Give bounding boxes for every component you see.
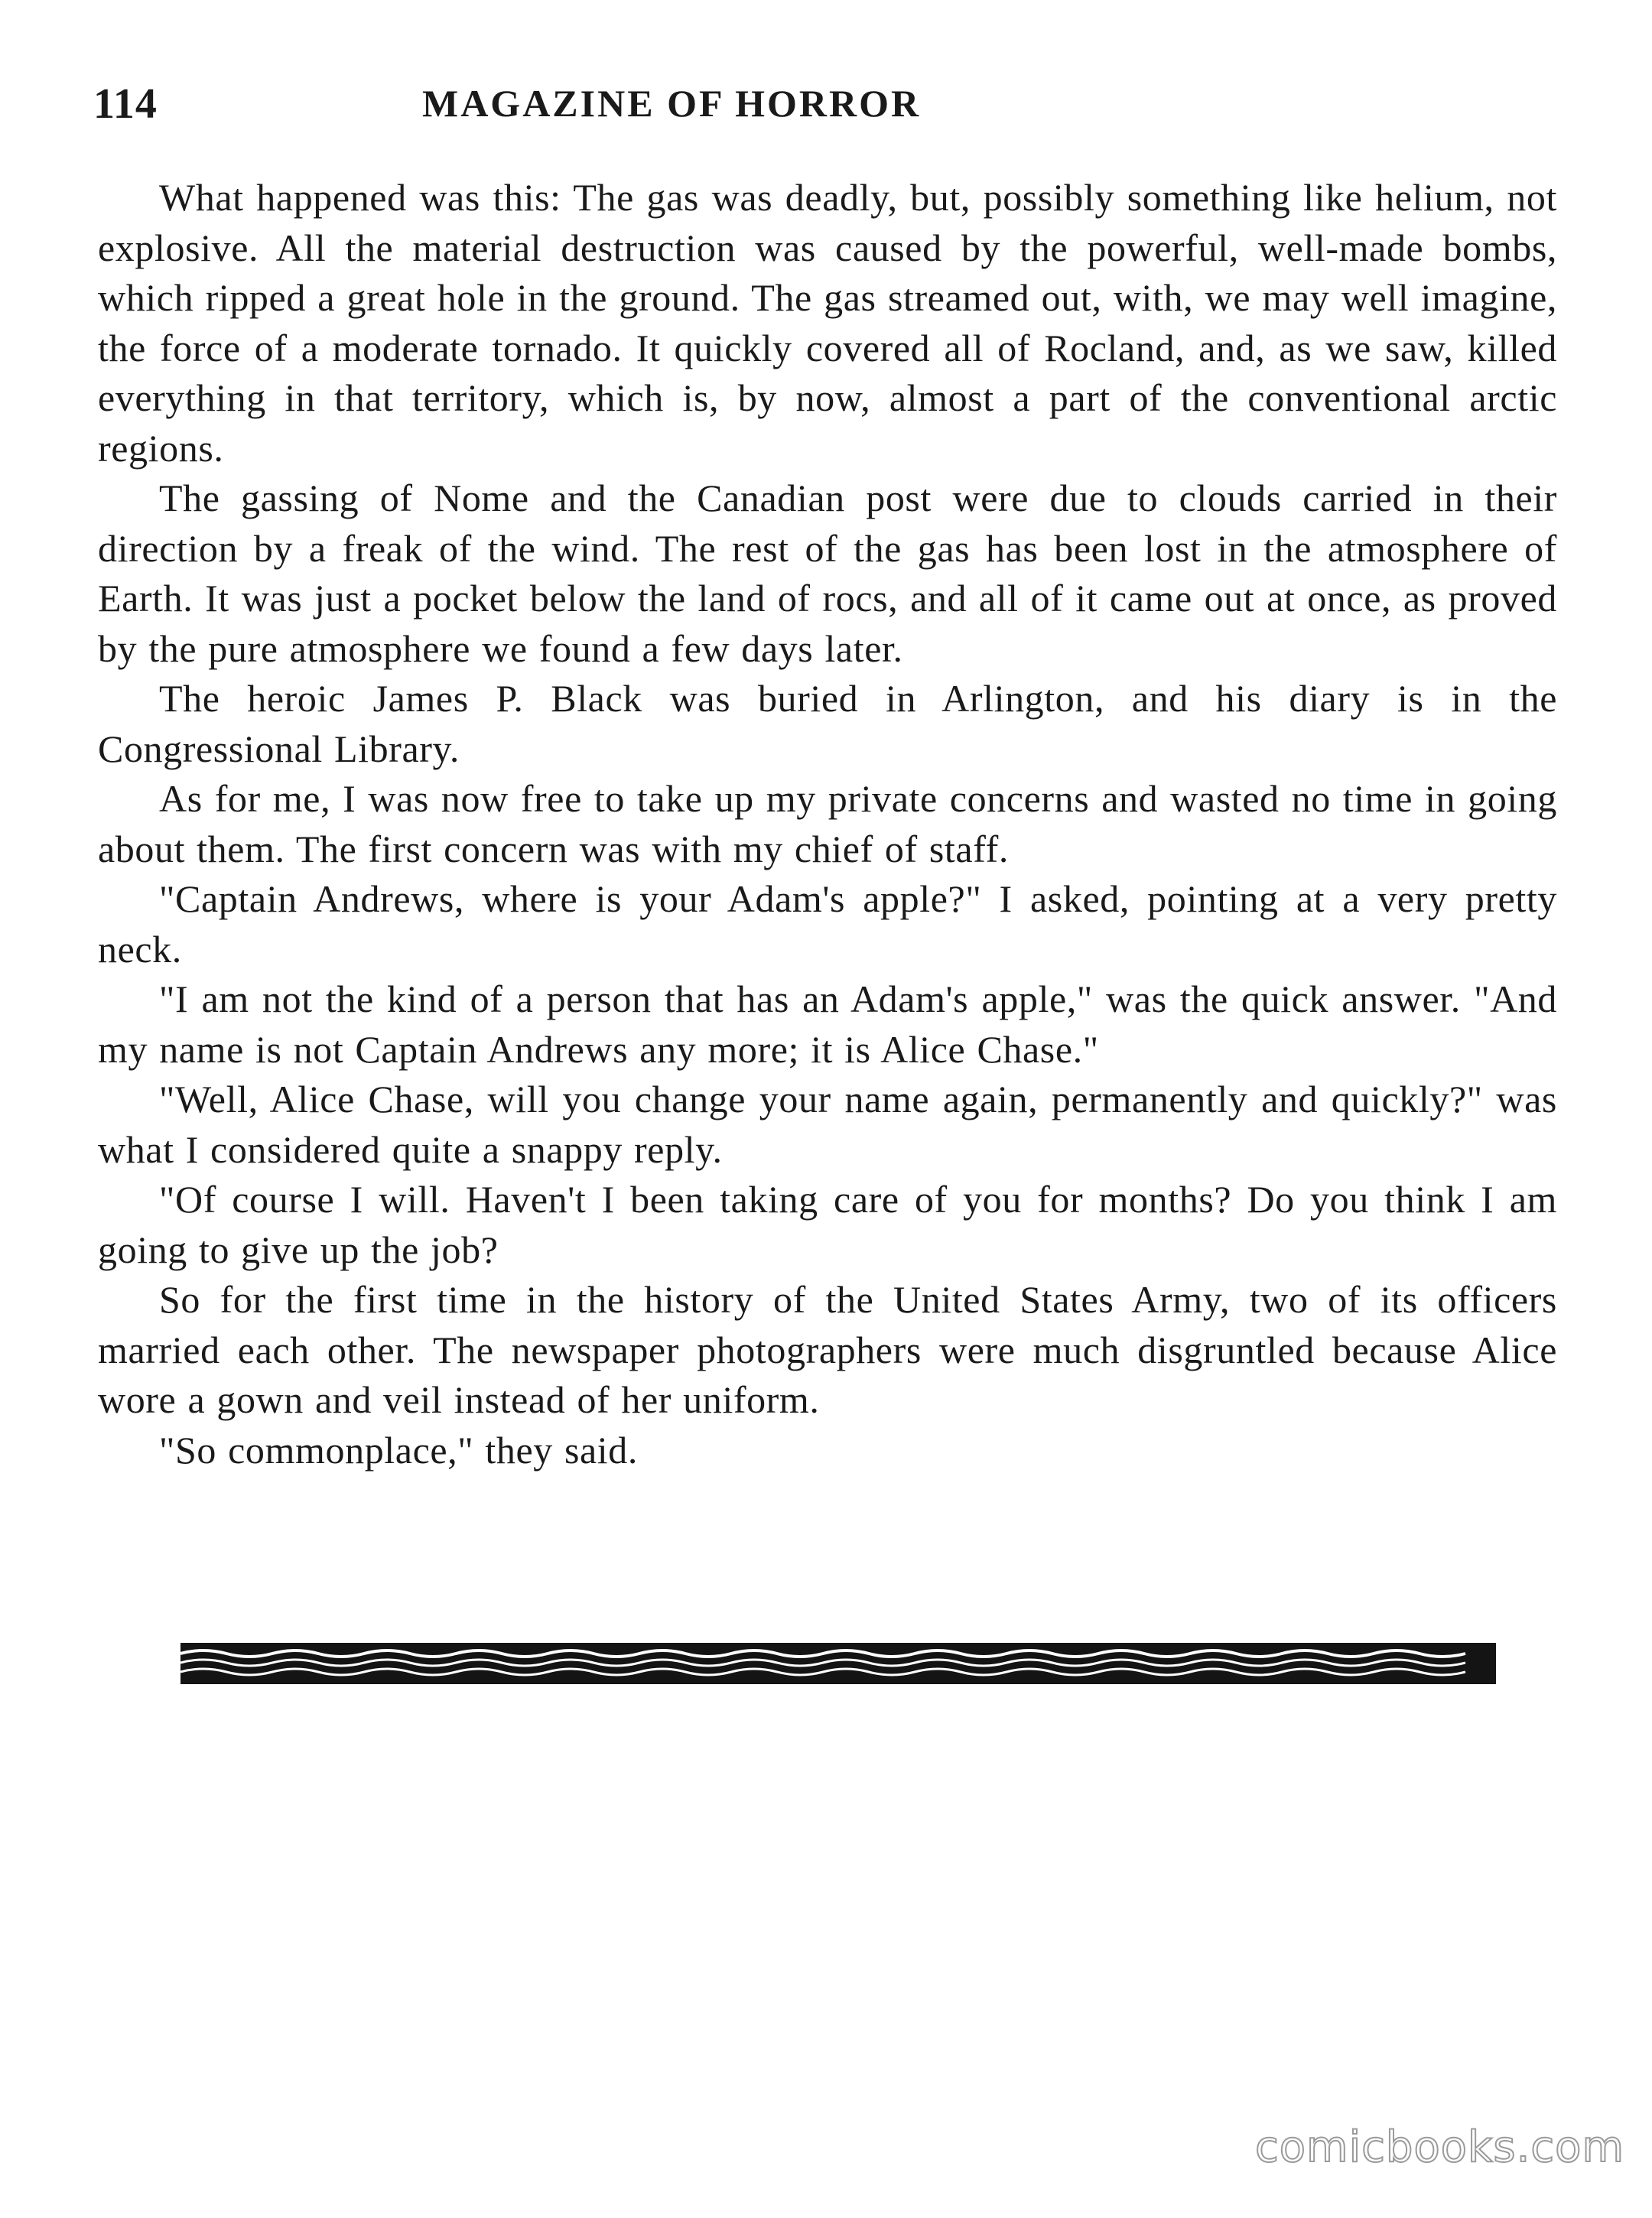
paragraph: As for me, I was now free to take up my private concerns and wasted no time in going about them. The first concern was with my chief of staff. — [98, 777, 1557, 870]
story-text — [98, 173, 1557, 1475]
page-number: 114 — [93, 80, 158, 128]
paragraph: "Captain Andrews, where is your Adam's apple?" I asked, pointing at a very pretty neck. — [98, 877, 1557, 971]
paragraph: "So commonplace," they said. — [159, 1428, 638, 1472]
paragraph: What happened was this: The gas was deadly, but, possibly something like helium, not explosive. All the material destruction was caused by the powerful, well-made bombs, which ripped a great hole in the ground. The gas streamed out, with, we may well imagine, the force of a moderate tornado. It quickly covered all of Rocland, and, as we saw, killed everything in that territory, which is, by now, almost a part of the conventional arctic regions. — [98, 176, 1557, 470]
paragraph: The gassing of Nome and the Canadian post were due to clouds carried in their direction by a freak of the wind. The rest of the gas has been lost in the atmosphere of Earth. It was just a pocket below the land of rocs, and all of it came out at once, as proved by the pure atmosphere we found a few days later. — [98, 476, 1557, 670]
paragraph: "I am not the kind of a person that has an Adam's apple," was the quick answer. "And my name is not Captain Andrews any more; it is Alice Chase." — [98, 977, 1557, 1071]
paragraph: The heroic James P. Black was buried in Arlington, and his diary is in the Congressional Library. — [98, 677, 1557, 770]
paragraph: "Well, Alice Chase, will you change your name again, permanently and quickly?" was what I considered quite a snappy reply. — [98, 1078, 1557, 1171]
watermark: comicbooks.com — [1254, 2122, 1624, 2172]
paragraph: So for the first time in the history of the United States Army, two of its officers married each other. The newspaper photographers were much disgruntled because Alice wore a gown and veil instead of her uniform. — [98, 1278, 1557, 1421]
paragraph: "Of course I will. Haven't I been taking care of you for months? Do you think I am going to give up the job? — [98, 1178, 1557, 1271]
running-title: MAGAZINE OF HORROR — [422, 82, 922, 125]
running-header — [93, 80, 1560, 141]
wave-rule-ornament-icon — [180, 1637, 1496, 1690]
